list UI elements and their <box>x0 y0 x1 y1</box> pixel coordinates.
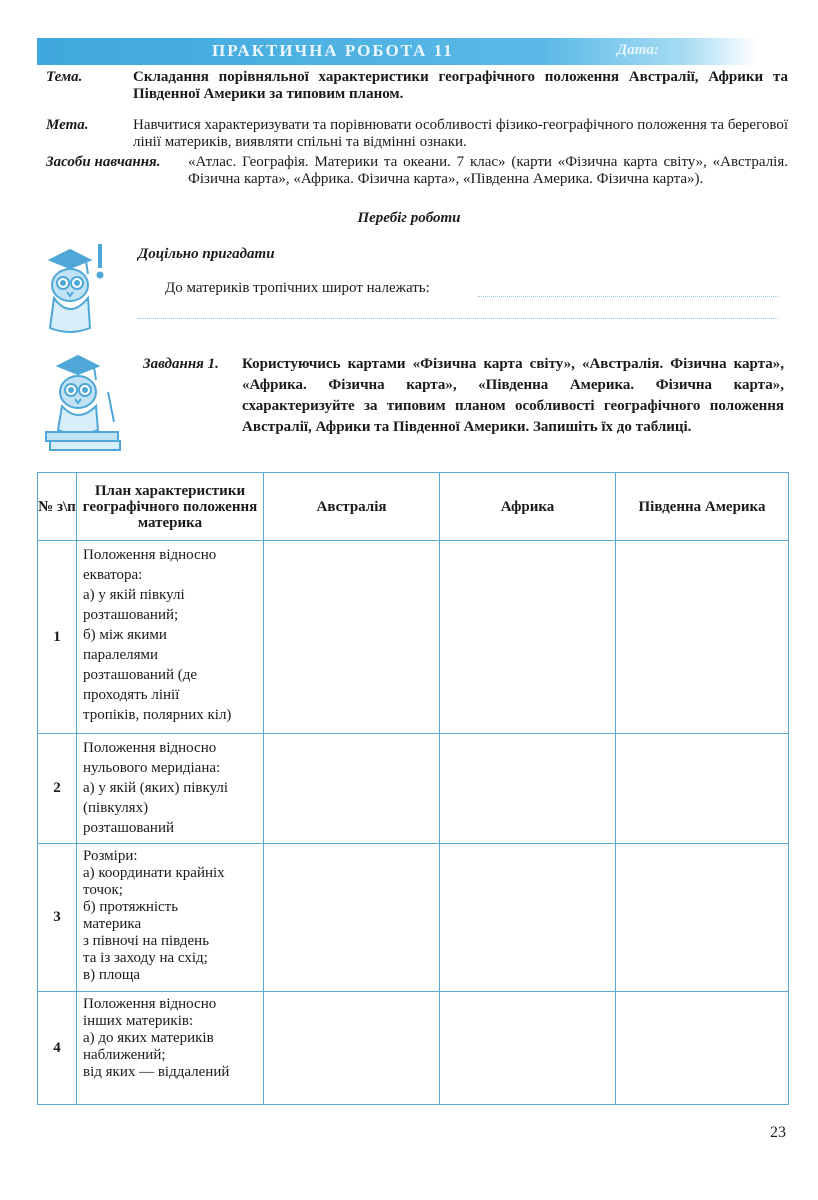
col-header-plan: План характеристики географічного положення материка <box>77 473 264 541</box>
answer-cell-south-america[interactable] <box>616 992 789 1105</box>
col-header-australia: Австралія <box>264 473 440 541</box>
answer-cell-south-america[interactable] <box>616 541 789 734</box>
table-header-row <box>38 473 789 541</box>
page-number: 23 <box>770 1124 786 1141</box>
owl-scholar-icon <box>40 240 114 340</box>
task1-text: Користуючись картами «Фізична карта світу», «Австралія. Фізична карта», «Африка. Фізична карта», «Південна Америка. Фізична карта», схарактеризуйте за типовим планом особливості географічного положення Австралії, Африки та Південної Америки. Запишіть їх до таблиці. <box>242 356 784 435</box>
table-row <box>38 844 789 992</box>
row-number: 4 <box>38 992 77 1105</box>
answer-cell-africa[interactable] <box>440 992 616 1105</box>
answer-cell-australia[interactable] <box>264 734 440 844</box>
plan-item: Положення відносно інших материків: а) до яких материків наближений; від яких — віддалений <box>77 992 264 1105</box>
row-number: 3 <box>38 844 77 992</box>
topic-text: Складання порівняльної характеристики географічного положення Австралії, Африки та Південної Америки за типовим планом. <box>133 69 788 102</box>
answer-line-2[interactable] <box>138 318 778 319</box>
table-row <box>38 992 789 1105</box>
goal-label: Мета. <box>46 117 89 133</box>
answer-cell-australia[interactable] <box>264 541 440 734</box>
answer-cell-africa[interactable] <box>440 541 616 734</box>
topic-label: Тема. <box>46 69 83 85</box>
date-label: Дата: <box>617 42 659 58</box>
plan-item: Положення відносно екватора: а) у якій півкулі розташований; б) між якими паралелями розташований (де проходять лінії тропіків, полярних кіл) <box>77 541 264 734</box>
answer-cell-south-america[interactable] <box>616 734 789 844</box>
row-number: 2 <box>38 734 77 844</box>
recall-heading: Доцільно пригадати <box>138 246 275 262</box>
owl-reading-icon <box>40 352 128 456</box>
header-banner <box>37 38 757 65</box>
page-title: ПРАКТИЧНА РОБОТА 11 <box>212 41 454 60</box>
answer-cell-africa[interactable] <box>440 734 616 844</box>
procedure-title: Перебіг роботи <box>357 210 461 226</box>
answer-cell-australia[interactable] <box>264 844 440 992</box>
task1-label: Завдання 1. <box>143 356 219 372</box>
materials-text: «Атлас. Географія. Материки та океани. 7 клас» (карти «Фізична карта світу», «Австралія. Фізична карта», «Африка. Фізична карта», «Південна Америка. Фізична карта»). <box>188 154 788 187</box>
answer-cell-africa[interactable] <box>440 844 616 992</box>
plan-item: Положення відносно нульового меридіана: а) у якій (яких) півкулі (півкулях) розташований <box>77 734 264 844</box>
col-header-africa: Африка <box>440 473 616 541</box>
answer-cell-south-america[interactable] <box>616 844 789 992</box>
characteristics-table <box>37 472 789 1105</box>
row-number: 1 <box>38 541 77 734</box>
goal-text: Навчитися характеризувати та порівнювати особливості фізико-географічного положення та берегової лінії материків, виявляти спільні та відмінні ознаки. <box>133 117 788 150</box>
table-row <box>38 734 789 844</box>
recall-prompt: До материків тропічних широт належать: <box>165 280 430 296</box>
table-row <box>38 541 789 734</box>
col-header-south-america: Південна Америка <box>616 473 789 541</box>
col-header-num: № з\п <box>38 473 77 541</box>
answer-line-1[interactable] <box>478 296 778 297</box>
plan-item: Розміри: а) координати крайніх точок; б) протяжність материка з півночі на південь та із заходу на схід; в) площа <box>77 844 264 992</box>
materials-label: Засоби навчання. <box>46 154 161 170</box>
answer-cell-australia[interactable] <box>264 992 440 1105</box>
